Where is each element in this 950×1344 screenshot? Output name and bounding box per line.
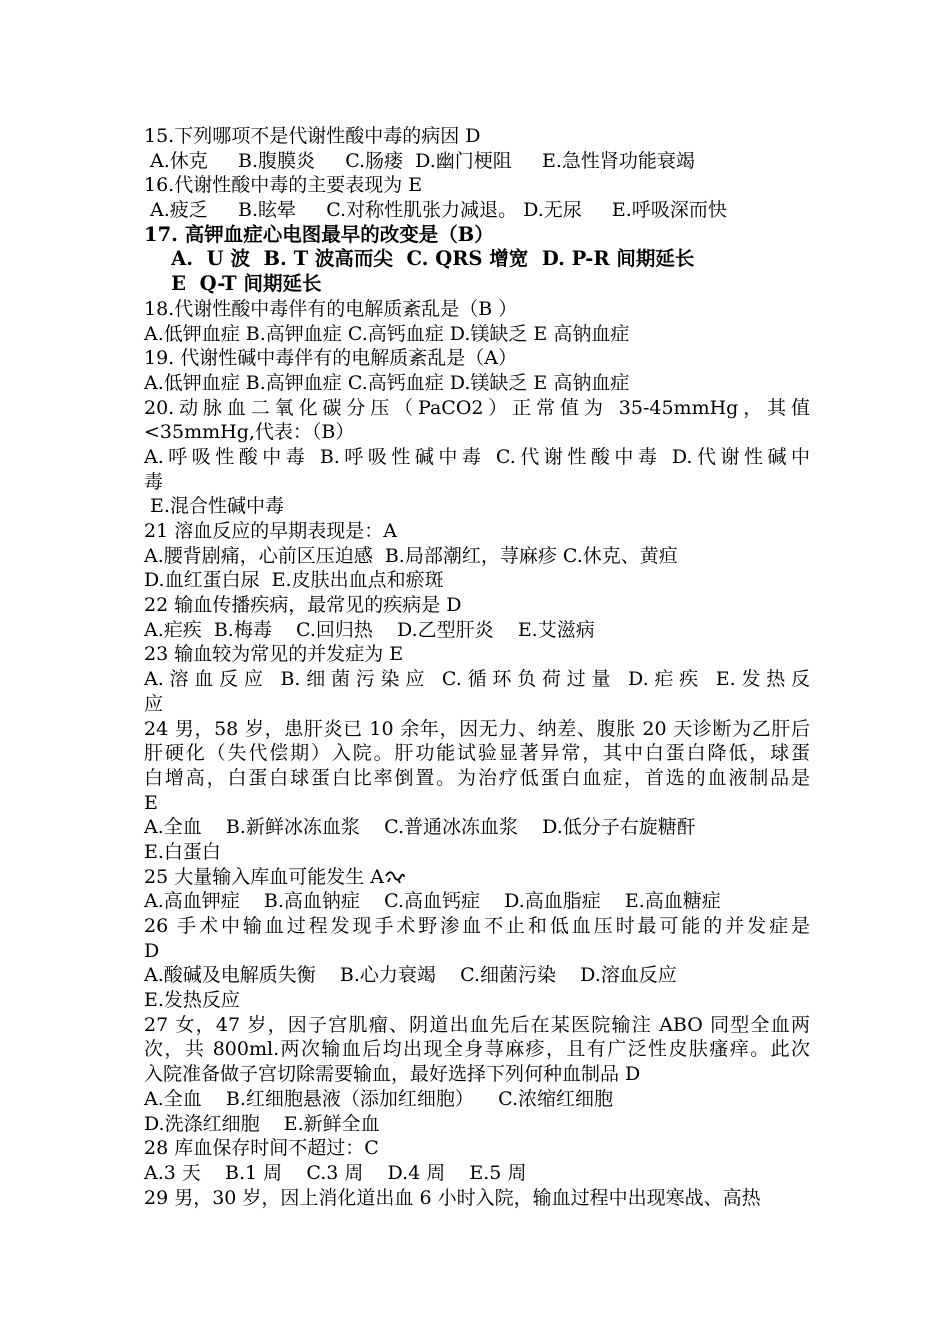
text-line: D.洗涤红细胞 E.新鲜全血: [144, 1112, 380, 1135]
text-line: 应: [144, 692, 164, 715]
text-line: 21 溶血反应的早期表现是：A: [144, 520, 397, 542]
text-line: 29 男，30 岁，因上消化道出血 6 小时入院，输血过程中出现寒战、高热: [144, 1186, 761, 1209]
text-line: E.发热反应: [144, 989, 240, 1012]
text-line: A.全血 B.新鲜冰冻血浆 C.普通冰冻血浆 D.低分子右旋糖酐: [144, 816, 696, 839]
text-line: 17. 高钾血症心电图最早的改变是（B）: [144, 222, 494, 246]
text-line: 毒: [144, 470, 164, 493]
text-line: A.休克 B.腹膜炎 C.肠瘘 D.幽门梗阻 E.急性肾功能衰竭: [144, 149, 695, 172]
text-line: E.白蛋白: [144, 840, 221, 863]
text-line: 次，共 800ml.两次输血后均出现全身荨麻疹，且有广泛性皮肤瘙痒。此次: [144, 1038, 810, 1061]
text-line: 15.下列哪项不是代谢性酸中毒的病因 D: [144, 125, 481, 147]
text-line: A.酸碱及电解质失衡 B.心力衰竭 C.细菌污染 D.溶血反应: [144, 964, 677, 987]
text-line: A.3 天 B.1 周 C.3 周 D.4 周 E.5 周: [144, 1161, 527, 1184]
document-body: [144, 124, 810, 1210]
squiggle-mark-icon: [385, 870, 405, 884]
text-line: 26 手术中输血过程发现手术野渗血不止和低血压时最可能的并发症是: [144, 915, 810, 937]
text-line: E Q-T 间期延长: [144, 272, 322, 296]
text-line: A.低钾血症 B.高钾血症 C.高钙血症 D.镁缺乏 E 高钠血症: [144, 371, 630, 394]
text-line: 25 大量输入库血可能发生 A: [144, 865, 810, 890]
text-line: E.混合性碱中毒: [144, 495, 284, 518]
text-line: A.疲乏 B.眩晕 C.对称性肌张力减退。 D.无尿 E.呼吸深而快: [144, 199, 727, 222]
text-line: 24 男，58 岁，患肝炎已 10 余年，因无力、纳差、腹胀 20 天诊断为乙肝后: [144, 717, 810, 740]
text-line: A.全血 B.红细胞悬液（添加红细胞） C.浓缩红细胞: [144, 1087, 613, 1110]
text-line: A.低钾血症 B.高钾血症 C.高钙血症 D.镁缺乏 E 高钠血症: [144, 322, 630, 345]
text-line: 22 输血传播疾病，最常见的疾病是 D: [144, 594, 462, 617]
text-line: 20.动脉血二氧化碳分压（PaCO2）正常值为 35-45mmHg，其值: [144, 396, 810, 419]
text-line: 23 输血较为常见的并发症为 E: [144, 643, 404, 666]
text-line: 16.代谢性酸中毒的主要表现为 E: [144, 174, 423, 197]
text-line: A.呼吸性酸中毒 B.呼吸性碱中毒 C.代谢性酸中毒 D.代谢性碱中: [144, 445, 810, 468]
text-line: A.疟疾 B.梅毒 C.回归热 D.乙型肝炎 E.艾滋病: [144, 618, 595, 641]
text-line: 18.代谢性酸中毒伴有的电解质紊乱是（B ）: [144, 297, 518, 320]
text-line: A.高血钾症 B.高血钠症 C.高血钙症 D.高血脂症 E.高血糖症: [144, 890, 721, 913]
text-line: 肝硬化（失代偿期）入院。肝功能试验显著异常，其中白蛋白降低，球蛋: [144, 742, 810, 765]
text-line: <35mmHg,代表：（B）: [144, 421, 355, 444]
text-line: 27 女，47 岁，因子宫肌瘤、阴道出血先后在某医院输注 ABO 同型全血两: [144, 1013, 810, 1036]
text-line: E: [144, 791, 158, 814]
text-line: D: [144, 939, 160, 962]
text-line: D.血红蛋白尿 E.皮肤出血点和瘀斑: [144, 569, 444, 592]
text-line: 入院准备做子宫切除需要输血，最好选择下列何种血制品 D: [144, 1063, 641, 1086]
text-line: 28 库血保存时间不超过：C: [144, 1137, 379, 1160]
text-line: 19. 代谢性碱中毒伴有的电解质紊乱是（A）: [144, 347, 517, 370]
text-line: A.溶血反应 B.细菌污染应 C.循环负荷过量 D.疟疾 E.发热反: [144, 668, 810, 691]
text-line: 白增高，白蛋白球蛋白比率倒置。为治疗低蛋白血症，首选的血液制品是: [144, 766, 810, 789]
text-line: A.腰背剧痛，心前区压迫感 B.局部潮红，荨麻疹 C.休克、黄疸: [144, 544, 678, 567]
text-line: A. U 波 B. T 波高而尖 C. QRS 增宽 D. P-R 间期延长: [144, 247, 695, 271]
